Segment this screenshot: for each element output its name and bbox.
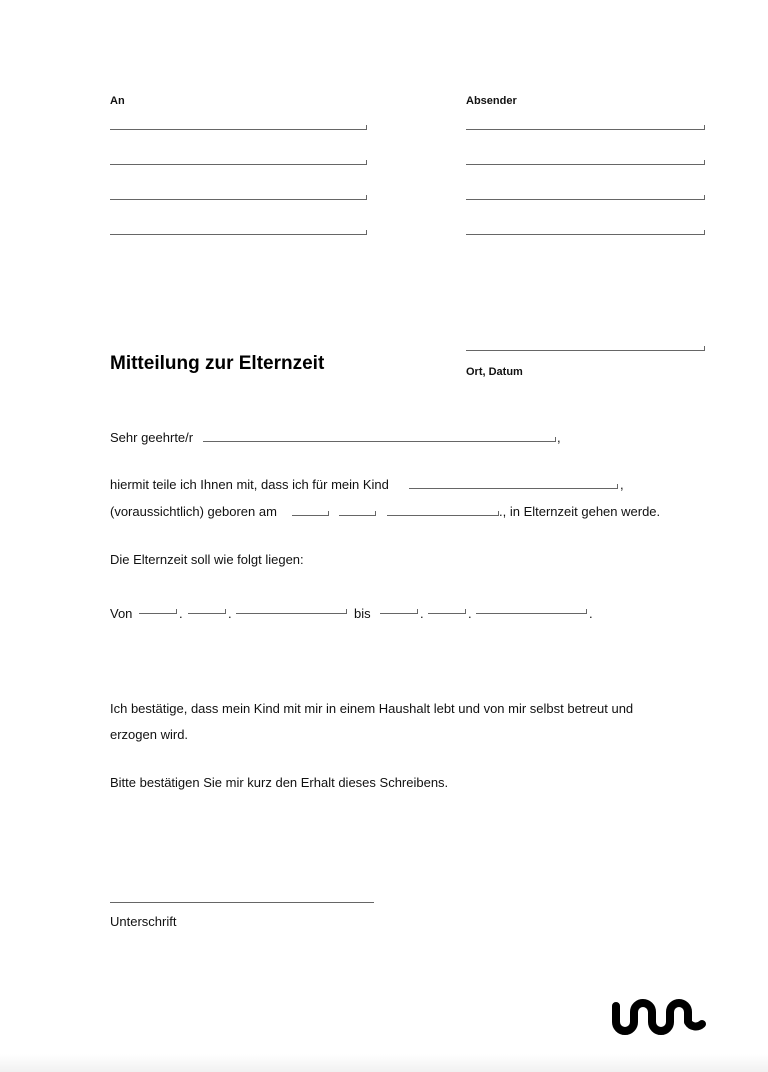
from-dot-2: .: [228, 606, 232, 621]
page-bottom-shadow: [0, 1054, 768, 1072]
to-month-field[interactable]: [428, 613, 465, 614]
recipient-field-3[interactable]: [110, 199, 366, 200]
period-end-dot: .: [589, 606, 593, 621]
salutation-comma: ,: [557, 430, 561, 445]
period-intro-text: Die Elternzeit soll wie folgt liegen:: [110, 552, 304, 567]
from-dot-1: .: [179, 606, 183, 621]
signature-line[interactable]: [110, 902, 374, 903]
recipient-label: An: [110, 95, 125, 107]
wave-logo-icon: [610, 994, 706, 1038]
child-comma: ,: [620, 477, 624, 492]
birth-month-field[interactable]: [339, 515, 375, 516]
to-dot-2: .: [468, 606, 472, 621]
receipt-request-text: Bitte bestätigen Sie mir kurz den Erhalt dieses Schreibens.: [110, 775, 449, 790]
birth-date-text: (voraussichtlich) geboren am: [110, 504, 277, 519]
to-year-field[interactable]: [476, 613, 586, 614]
to-dot-1: .: [420, 606, 424, 621]
household-confirmation-line-2: erzogen wird.: [110, 727, 189, 742]
place-date-field[interactable]: [466, 350, 704, 351]
sender-field-1[interactable]: [466, 129, 704, 130]
sender-field-2[interactable]: [466, 164, 704, 165]
salutation-name-field[interactable]: [203, 441, 555, 442]
household-confirmation-line-1: Ich bestätige, dass mein Kind mit mir in einem Haushalt lebt und von mir selbst betreut und: [110, 701, 634, 716]
sender-field-3[interactable]: [466, 199, 704, 200]
from-day-field[interactable]: [139, 613, 176, 614]
recipient-field-4[interactable]: [110, 234, 366, 235]
recipient-field-2[interactable]: [110, 164, 366, 165]
period-from-label: Von: [110, 606, 133, 621]
signature-label: Unterschrift: [110, 914, 177, 929]
from-year-field[interactable]: [236, 613, 346, 614]
sender-label: Absender: [466, 95, 517, 107]
document-title: Mitteilung zur Elternzeit: [110, 353, 325, 374]
child-intro-text: hiermit teile ich Ihnen mit, dass ich für mein Kind: [110, 477, 389, 492]
sender-field-4[interactable]: [466, 234, 704, 235]
parental-leave-text: ., in Elternzeit gehen werde.: [499, 504, 661, 519]
from-month-field[interactable]: [188, 613, 225, 614]
place-date-label: Ort, Datum: [466, 366, 523, 378]
birth-year-field[interactable]: [387, 515, 498, 516]
birth-day-field[interactable]: [292, 515, 328, 516]
period-to-label: bis: [354, 606, 371, 621]
to-day-field[interactable]: [380, 613, 417, 614]
salutation-text: Sehr geehrte/r: [110, 430, 194, 445]
recipient-field-1[interactable]: [110, 129, 366, 130]
child-name-field[interactable]: [409, 488, 617, 489]
